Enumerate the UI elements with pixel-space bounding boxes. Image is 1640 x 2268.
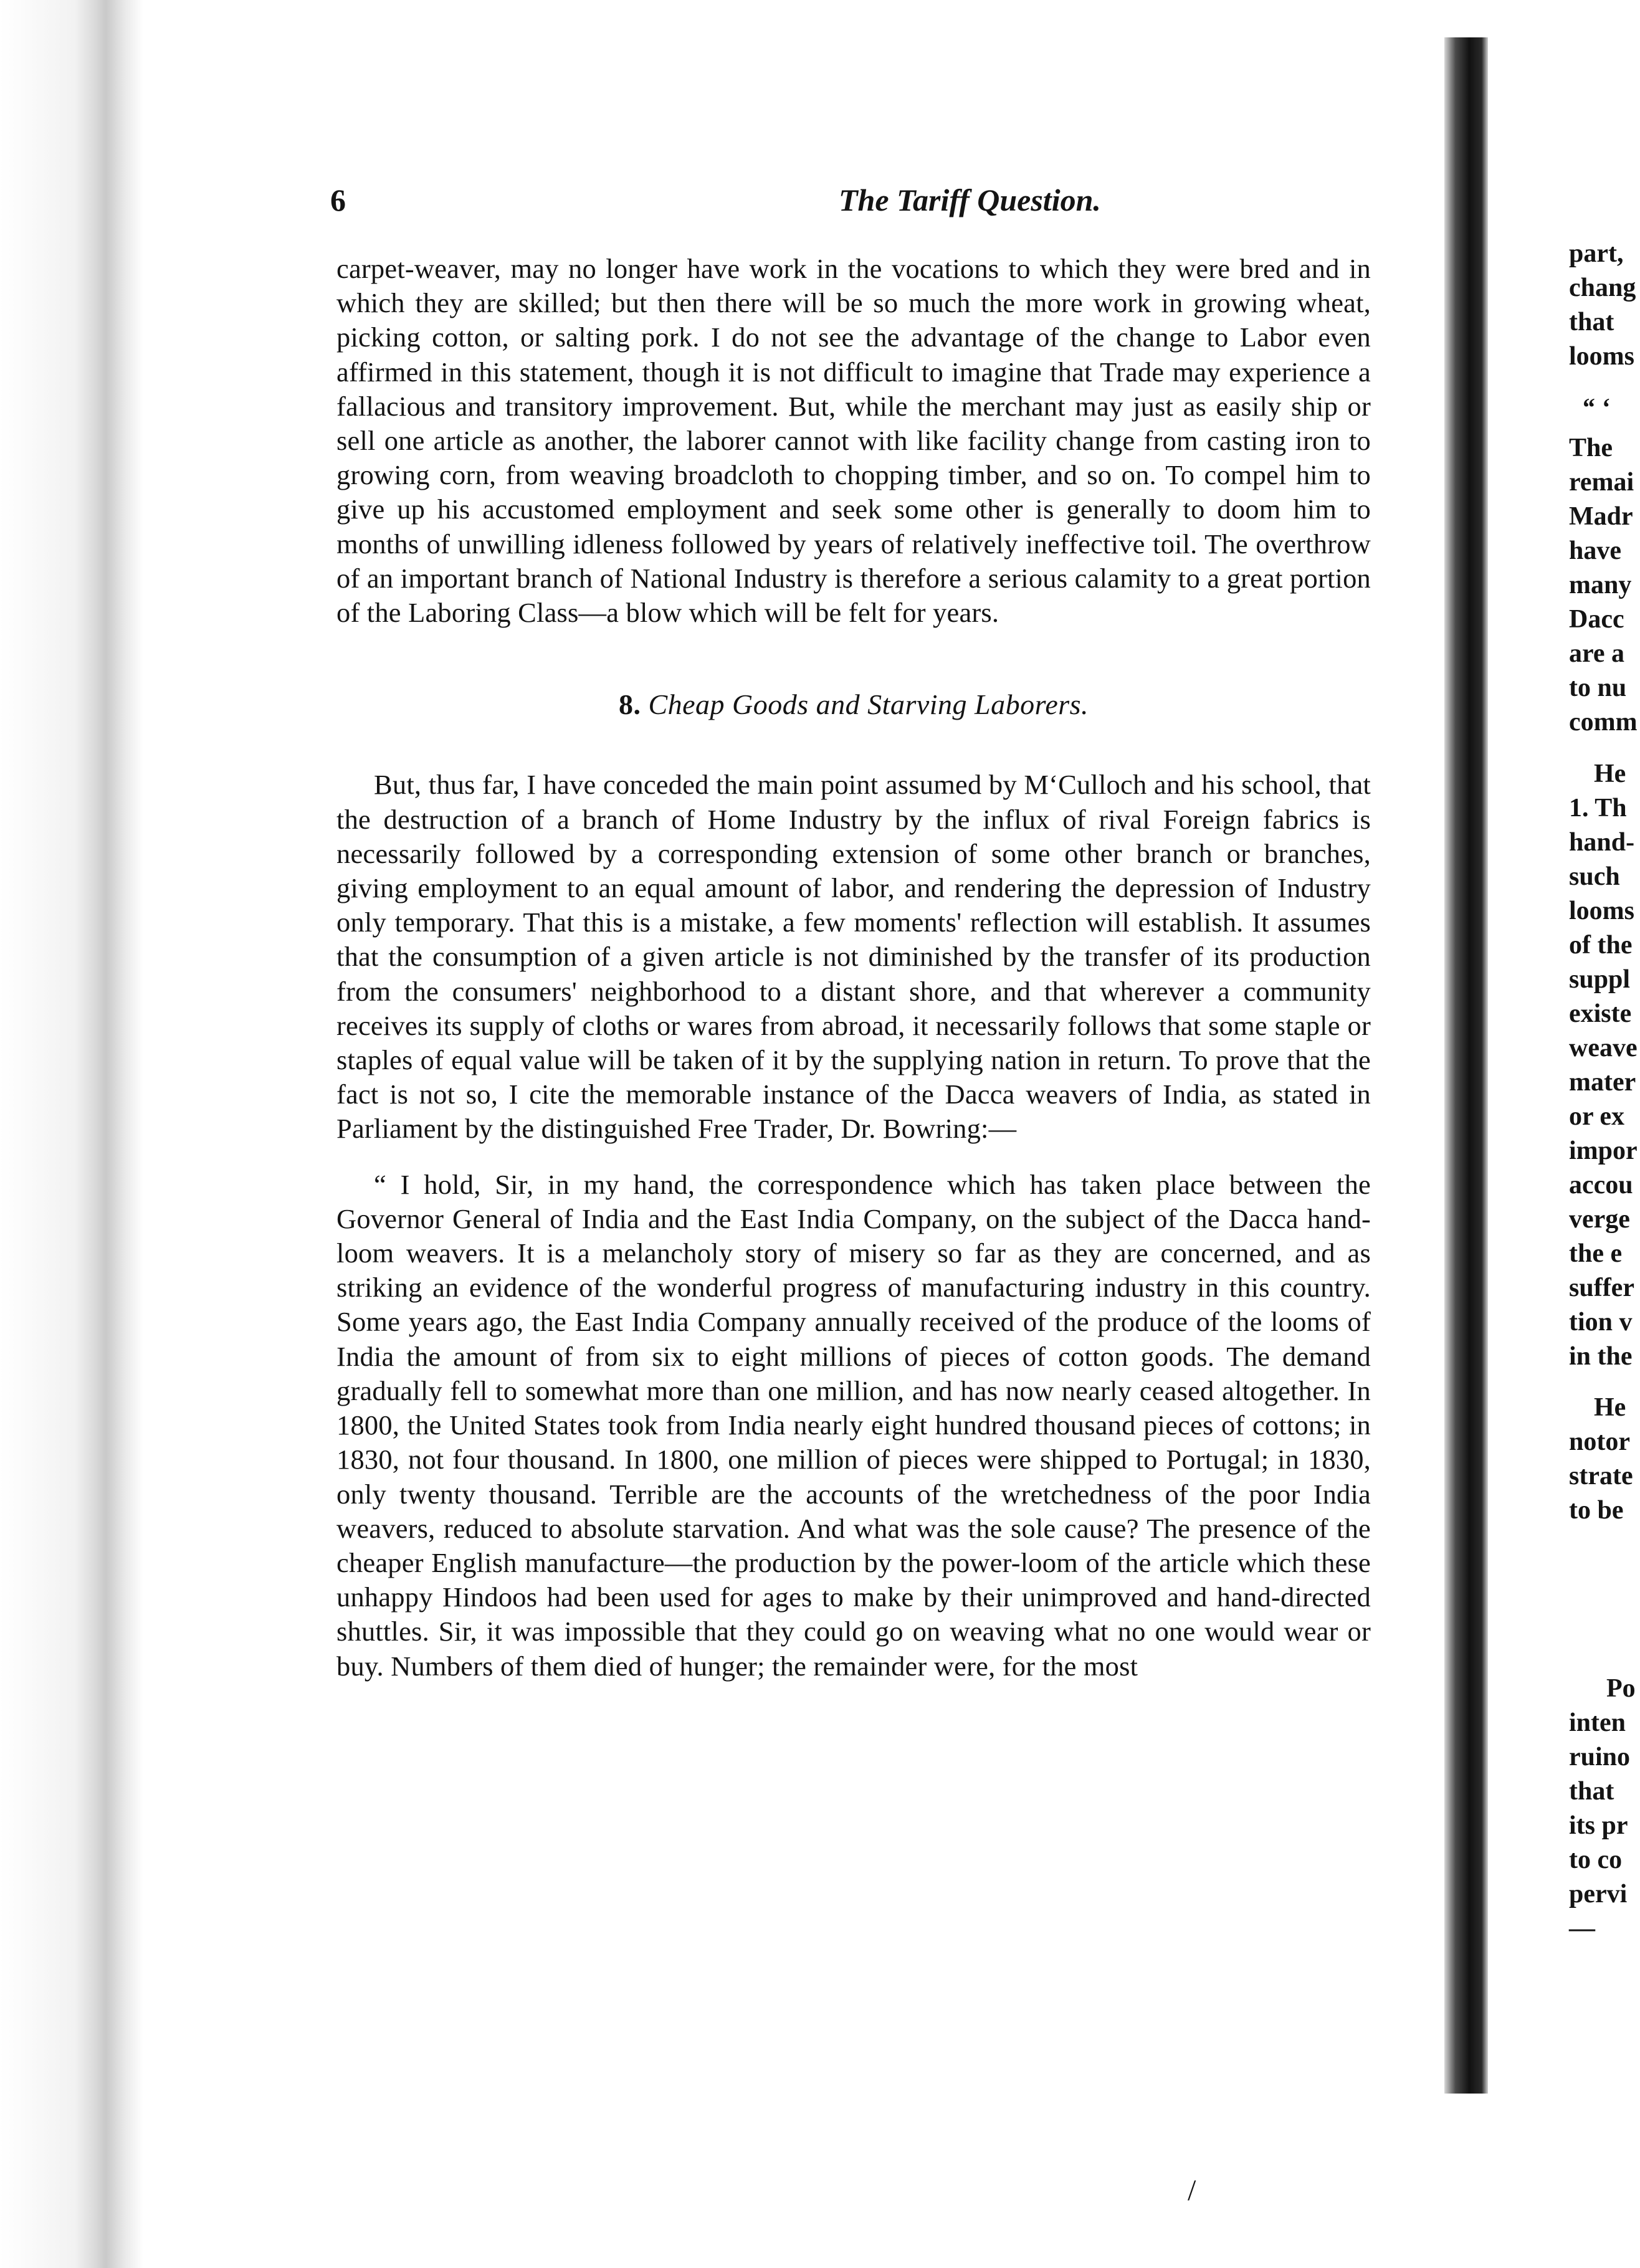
facing-text-line: notor	[1569, 1427, 1630, 1456]
facing-text-line: to co	[1569, 1846, 1623, 1874]
facing-page-fragment	[1488, 237, 1640, 2231]
bottom-mark: /	[1188, 2174, 1196, 2207]
facing-text-line: pervi	[1569, 1880, 1628, 1908]
facing-text-line: —	[1569, 1914, 1595, 1943]
facing-text-line: have	[1569, 536, 1621, 565]
facing-text-line: hand-	[1569, 828, 1635, 857]
facing-text-line: suppl	[1569, 965, 1631, 994]
facing-text-line: Madr	[1569, 502, 1633, 531]
facing-text-line: The	[1569, 434, 1613, 462]
facing-text-line: its pr	[1569, 1811, 1628, 1840]
facing-text-line: Po	[1606, 1674, 1636, 1703]
facing-text-line: many	[1569, 571, 1632, 599]
facing-text-line: chang	[1569, 274, 1636, 302]
section-title: Cheap Goods and Starving Laborers.	[648, 688, 1089, 721]
facing-text-line: impor	[1569, 1136, 1638, 1165]
paragraph: But, thus far, I have conceded the main point assumed by M‘Culloch and his school, that the destruction of a branch of Home Industry by the influx of rival Foreign fabrics is necessarily followed by a corresponding extension of some other branch or branches, giving employment to an equal amount of labor, and rendering the depression of Industry only temporary. That this is a mistake, a few moments' reflection will establish. It assumes that the consumption of a given article is not diminished by the transfer of its production from the consumers' neighborhood to a distant shore, and that wherever a community receives its supply of cloths or wares from abroad, it necessarily follows that some staple or staples of equal value will be taken of it by the supplying nation in return. To prove that the fact is not so, I cite the memorable instance of the Dacca weavers of India, as stated in Parliament by the distinguished Free Trader, Dr. Bowring:—	[336, 769, 1371, 1145]
facing-text-line: part,	[1569, 239, 1624, 268]
facing-text-line: mater	[1569, 1068, 1636, 1097]
facing-text-line: are a	[1569, 639, 1625, 668]
facing-text-line: that	[1569, 308, 1614, 336]
facing-text-line: remai	[1569, 468, 1634, 497]
facing-text-line: tion v	[1569, 1308, 1633, 1336]
facing-text-line: of the	[1569, 931, 1633, 960]
facing-text-line: the e	[1569, 1239, 1623, 1268]
facing-text-line: 1. Th	[1569, 794, 1627, 822]
facing-text-line: existe	[1569, 999, 1632, 1028]
facing-text-line: looms	[1569, 897, 1634, 925]
book-gutter	[1444, 37, 1488, 2094]
facing-text-line: He	[1594, 1393, 1626, 1422]
facing-text-line: He	[1594, 760, 1626, 788]
page-number: 6	[330, 183, 346, 217]
running-head	[330, 182, 1514, 226]
section-heading	[336, 687, 1371, 722]
facing-text-line: accou	[1569, 1171, 1633, 1199]
quotation-paragraph: “ I hold, Sir, in my hand, the correspondence which has taken place between the Governor General of India and the East India Company, on the subject of the Dacca hand-loom weavers. It is a melancholy story of misery so far as they are concerned, and as striking an evidence of the wonderful progress of manufacturing industry in this country. Some years ago, the East India Company annually received of the produce of the looms of India the amount of from six to eight millions of pieces of cotton goods. The demand gradually fell to somewhat more than one million, and has now nearly ceased altogether. In 1800, the United States took from India nearly eight hundred thousand pieces of cottons; in 1830, not four thousand. In 1800, one million of pieces were shipped to Portugal; in 1830, only twenty thousand. Terrible are the accounts of the wretchedness of the poor India weavers, reduced to absolute starvation. And what was the sole cause? The presence of the cheaper English manufacture—the production by the power-loom of the article which these unhappy Hindoos had been used for ages to make by their unimproved and hand-directed shuttles. Sir, it was impossible that they could go on weaving what no one would wear or buy. Numbers of them died of hunger; the remainder were, for the most	[336, 1168, 1371, 1682]
paragraph: carpet-weaver, may no longer have work in the vocations to which they were bred and in which they are skilled; but then there will be so much the more work in growing wheat, picking cotton, or salting pork. I do not see the advantage of the change to Labor even affirmed in this statement, though it is not difficult to imagine that Trade may experience a fallacious and transitory improvement. But, while the merchant may just as easily ship or sell one article as another, the laborer cannot with like facility change from casting iron to growing corn, from weaving broadcloth to chopping timber, and so on. To compel him to give up his accustomed employment and seek some other is generally to doom him to months of unwilling idleness followed by years of relatively ineffective toil. The overthrow of an important branch of National Industry is therefore a serious calamity to a great portion of the Laboring Class—a blow which will be felt for years.	[336, 253, 1371, 629]
facing-text-line: “ ‘	[1581, 394, 1610, 422]
facing-text-line: to nu	[1569, 674, 1627, 702]
facing-text-line: such	[1569, 862, 1620, 891]
facing-text-line: verge	[1569, 1205, 1630, 1234]
body-text	[336, 252, 1371, 1684]
facing-text-line: or ex	[1569, 1102, 1625, 1131]
facing-text-line: that	[1569, 1777, 1614, 1806]
page-edge-shadow	[0, 0, 143, 2268]
facing-text-line: inten	[1569, 1708, 1626, 1737]
facing-text-line: Dacc	[1569, 605, 1624, 634]
facing-text-line: strate	[1569, 1462, 1633, 1490]
facing-text-line: ruino	[1569, 1743, 1631, 1771]
facing-text-line: comm	[1569, 708, 1638, 736]
facing-text-line: suffer	[1569, 1274, 1634, 1302]
facing-text-line: to be	[1569, 1496, 1624, 1525]
page-title: The Tariff Question.	[839, 183, 1101, 217]
section-number: 8.	[618, 688, 641, 721]
facing-text-line: looms	[1569, 342, 1634, 371]
facing-text-line: weave	[1569, 1034, 1638, 1062]
facing-text-line: in the	[1569, 1342, 1633, 1371]
